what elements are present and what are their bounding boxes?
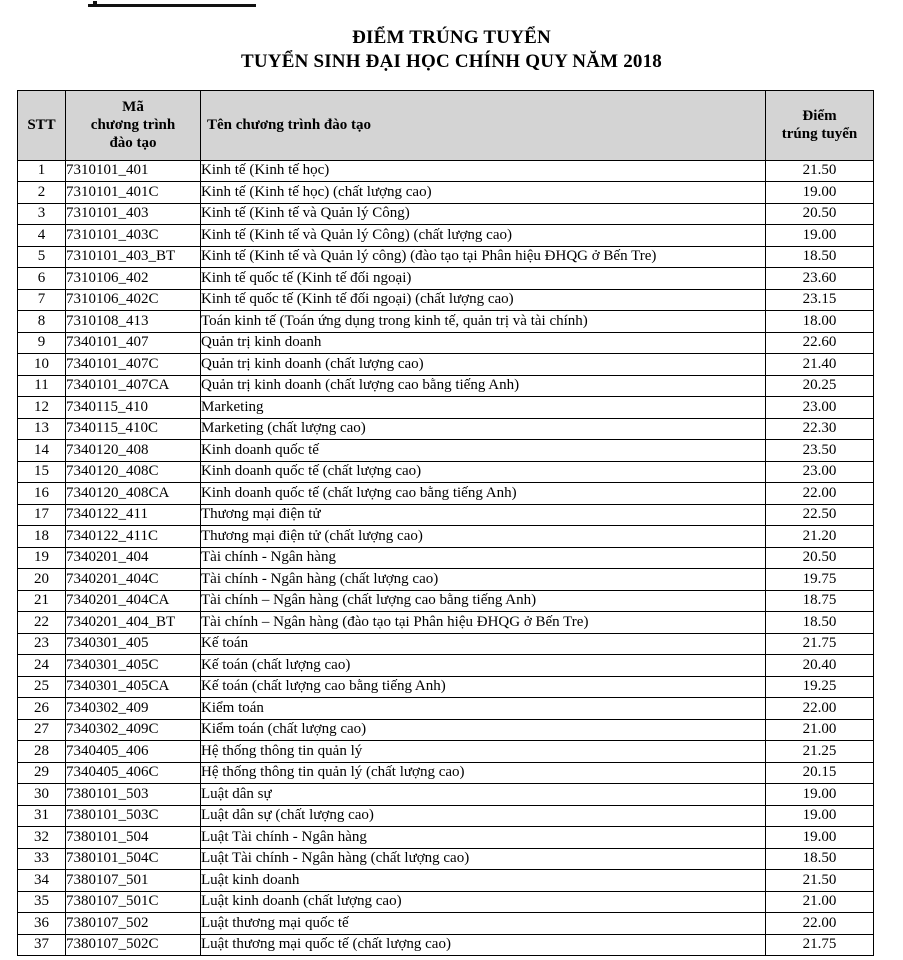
cell-program-code: 7310101_401C bbox=[66, 182, 201, 204]
cell-admission-score: 20.50 bbox=[766, 547, 874, 569]
table-row bbox=[18, 805, 874, 827]
cell-stt: 35 bbox=[18, 891, 66, 913]
cell-stt: 32 bbox=[18, 827, 66, 849]
cell-program-code: 7340115_410C bbox=[66, 418, 201, 440]
table-row bbox=[18, 160, 874, 182]
cell-program-code: 7340302_409 bbox=[66, 698, 201, 720]
cell-program-code: 7380107_502 bbox=[66, 913, 201, 935]
cell-stt: 23 bbox=[18, 633, 66, 655]
cell-program-name: Quản trị kinh doanh (chất lượng cao) bbox=[201, 354, 766, 376]
cell-admission-score: 19.00 bbox=[766, 827, 874, 849]
cell-program-name: Luật Tài chính - Ngân hàng (chất lượng cao) bbox=[201, 848, 766, 870]
table-row bbox=[18, 827, 874, 849]
cell-program-name: Quản trị kinh doanh bbox=[201, 332, 766, 354]
cell-stt: 14 bbox=[18, 440, 66, 462]
table-row bbox=[18, 354, 874, 376]
cell-program-code: 7340115_410 bbox=[66, 397, 201, 419]
table-row bbox=[18, 289, 874, 311]
cell-program-name: Kinh doanh quốc tế bbox=[201, 440, 766, 462]
cell-stt: 17 bbox=[18, 504, 66, 526]
table-row bbox=[18, 246, 874, 268]
cell-program-code: 7340201_404C bbox=[66, 569, 201, 591]
table-row bbox=[18, 483, 874, 505]
cell-stt: 26 bbox=[18, 698, 66, 720]
cell-stt: 4 bbox=[18, 225, 66, 247]
cell-admission-score: 21.40 bbox=[766, 354, 874, 376]
page-title-line-1: ĐIỂM TRÚNG TUYỂN bbox=[352, 27, 551, 48]
cell-program-name: Kiểm toán (chất lượng cao) bbox=[201, 719, 766, 741]
table-header bbox=[18, 90, 874, 160]
cell-program-name: Thương mại điện tử bbox=[201, 504, 766, 526]
cell-program-code: 7380101_503C bbox=[66, 805, 201, 827]
cell-admission-score: 18.50 bbox=[766, 246, 874, 268]
table-row bbox=[18, 848, 874, 870]
table-row bbox=[18, 440, 874, 462]
cell-stt: 31 bbox=[18, 805, 66, 827]
table-row bbox=[18, 934, 874, 956]
cell-stt: 34 bbox=[18, 870, 66, 892]
column-header-program-code-line-1: Mã bbox=[122, 98, 144, 115]
cell-stt: 5 bbox=[18, 246, 66, 268]
table-row bbox=[18, 203, 874, 225]
cell-program-code: 7340405_406C bbox=[66, 762, 201, 784]
cell-admission-score: 22.00 bbox=[766, 483, 874, 505]
table-row bbox=[18, 719, 874, 741]
cell-admission-score: 23.50 bbox=[766, 440, 874, 462]
cell-admission-score: 21.00 bbox=[766, 891, 874, 913]
table-row bbox=[18, 182, 874, 204]
table-row bbox=[18, 891, 874, 913]
table-row bbox=[18, 461, 874, 483]
cell-stt: 37 bbox=[18, 934, 66, 956]
cell-program-name: Kế toán bbox=[201, 633, 766, 655]
cell-stt: 27 bbox=[18, 719, 66, 741]
cell-program-code: 7380101_504 bbox=[66, 827, 201, 849]
cell-program-name: Kiểm toán bbox=[201, 698, 766, 720]
cell-stt: 22 bbox=[18, 612, 66, 634]
cell-admission-score: 21.50 bbox=[766, 160, 874, 182]
cell-program-name: Tài chính - Ngân hàng (chất lượng cao) bbox=[201, 569, 766, 591]
table-row bbox=[18, 569, 874, 591]
cell-program-name: Tài chính – Ngân hàng (chất lượng cao bằng tiếng Anh) bbox=[201, 590, 766, 612]
cell-program-code: 7310106_402C bbox=[66, 289, 201, 311]
cell-stt: 28 bbox=[18, 741, 66, 763]
table-row bbox=[18, 375, 874, 397]
cell-admission-score: 21.20 bbox=[766, 526, 874, 548]
table-row bbox=[18, 590, 874, 612]
table-row bbox=[18, 418, 874, 440]
cell-stt: 33 bbox=[18, 848, 66, 870]
cell-program-code: 7310101_401 bbox=[66, 160, 201, 182]
cell-program-code: 7340101_407CA bbox=[66, 375, 201, 397]
cell-stt: 19 bbox=[18, 547, 66, 569]
cell-admission-score: 20.40 bbox=[766, 655, 874, 677]
column-header-program-code-line-3: đào tạo bbox=[109, 135, 157, 152]
cell-program-name: Toán kinh tế (Toán ứng dụng trong kinh tế, quản trị và tài chính) bbox=[201, 311, 766, 333]
cell-program-name: Kinh tế (Kinh tế và Quản lý Công) (chất lượng cao) bbox=[201, 225, 766, 247]
column-header-program-name: Tên chương trình đào tạo bbox=[201, 90, 766, 160]
cell-admission-score: 18.00 bbox=[766, 311, 874, 333]
admission-scores-table-wrapper bbox=[0, 90, 903, 957]
column-header-program-code-line-2: chương trình bbox=[90, 116, 176, 133]
table-row bbox=[18, 698, 874, 720]
cell-admission-score: 19.00 bbox=[766, 805, 874, 827]
cell-stt: 11 bbox=[18, 375, 66, 397]
table-row bbox=[18, 676, 874, 698]
cell-program-code: 7380107_501C bbox=[66, 891, 201, 913]
cell-program-name: Kế toán (chất lượng cao bằng tiếng Anh) bbox=[201, 676, 766, 698]
cell-program-code: 7340101_407C bbox=[66, 354, 201, 376]
cell-stt: 13 bbox=[18, 418, 66, 440]
cell-admission-score: 19.25 bbox=[766, 676, 874, 698]
cell-program-code: 7340101_407 bbox=[66, 332, 201, 354]
table-row bbox=[18, 311, 874, 333]
cell-program-code: 7340405_406 bbox=[66, 741, 201, 763]
cell-admission-score: 19.00 bbox=[766, 225, 874, 247]
cell-stt: 7 bbox=[18, 289, 66, 311]
cell-stt: 16 bbox=[18, 483, 66, 505]
table-header-row bbox=[18, 90, 874, 160]
cell-admission-score: 18.75 bbox=[766, 590, 874, 612]
cell-program-code: 7380101_504C bbox=[66, 848, 201, 870]
table-row bbox=[18, 526, 874, 548]
cell-admission-score: 22.30 bbox=[766, 418, 874, 440]
table-row bbox=[18, 784, 874, 806]
cell-program-name: Tài chính - Ngân hàng bbox=[201, 547, 766, 569]
cell-program-name: Kinh tế (Kinh tế học) (chất lượng cao) bbox=[201, 182, 766, 204]
cell-stt: 12 bbox=[18, 397, 66, 419]
column-header-program-code bbox=[66, 90, 201, 160]
cell-admission-score: 21.50 bbox=[766, 870, 874, 892]
cell-admission-score: 18.50 bbox=[766, 612, 874, 634]
cell-stt: 6 bbox=[18, 268, 66, 290]
cell-program-code: 7310101_403 bbox=[66, 203, 201, 225]
cell-program-name: Kế toán (chất lượng cao) bbox=[201, 655, 766, 677]
column-header-admission-score bbox=[766, 90, 874, 160]
cell-stt: 1 bbox=[18, 160, 66, 182]
cell-program-name: Marketing bbox=[201, 397, 766, 419]
cell-stt: 29 bbox=[18, 762, 66, 784]
cell-program-code: 7310106_402 bbox=[66, 268, 201, 290]
cell-admission-score: 20.25 bbox=[766, 375, 874, 397]
cell-stt: 2 bbox=[18, 182, 66, 204]
cell-admission-score: 19.00 bbox=[766, 182, 874, 204]
column-header-stt: STT bbox=[18, 90, 66, 160]
cell-stt: 18 bbox=[18, 526, 66, 548]
column-header-admission-score-line-2: trúng tuyển bbox=[781, 126, 858, 143]
cell-admission-score: 22.50 bbox=[766, 504, 874, 526]
table-row bbox=[18, 633, 874, 655]
cell-admission-score: 22.00 bbox=[766, 698, 874, 720]
cell-admission-score: 22.60 bbox=[766, 332, 874, 354]
cell-program-name: Kinh tế (Kinh tế học) bbox=[201, 160, 766, 182]
cell-program-code: 7340120_408CA bbox=[66, 483, 201, 505]
table-row bbox=[18, 741, 874, 763]
cell-program-name: Quản trị kinh doanh (chất lượng cao bằng tiếng Anh) bbox=[201, 375, 766, 397]
cell-program-name: Luật kinh doanh bbox=[201, 870, 766, 892]
cell-program-name: Marketing (chất lượng cao) bbox=[201, 418, 766, 440]
cell-program-code: 7340122_411C bbox=[66, 526, 201, 548]
table-row bbox=[18, 762, 874, 784]
cell-program-name: Hệ thống thông tin quản lý bbox=[201, 741, 766, 763]
cell-program-name: Luật dân sự (chất lượng cao) bbox=[201, 805, 766, 827]
cell-admission-score: 21.25 bbox=[766, 741, 874, 763]
table-row bbox=[18, 268, 874, 290]
cell-program-code: 7340201_404CA bbox=[66, 590, 201, 612]
cell-program-code: 7340120_408 bbox=[66, 440, 201, 462]
cell-program-name: Luật Tài chính - Ngân hàng bbox=[201, 827, 766, 849]
cell-stt: 10 bbox=[18, 354, 66, 376]
cell-admission-score: 20.15 bbox=[766, 762, 874, 784]
cell-program-code: 7340120_408C bbox=[66, 461, 201, 483]
cell-program-name: Luật kinh doanh (chất lượng cao) bbox=[201, 891, 766, 913]
table-body bbox=[18, 160, 874, 956]
cell-program-name: Luật dân sự bbox=[201, 784, 766, 806]
cell-stt: 3 bbox=[18, 203, 66, 225]
cell-program-name: Kinh tế quốc tế (Kinh tế đối ngoại) (chất lượng cao) bbox=[201, 289, 766, 311]
cell-admission-score: 21.75 bbox=[766, 934, 874, 956]
cell-program-code: 7380101_503 bbox=[66, 784, 201, 806]
cell-admission-score: 22.00 bbox=[766, 913, 874, 935]
page-title-line-2: TUYỂN SINH ĐẠI HỌC CHÍNH QUY NĂM 2018 bbox=[240, 51, 663, 73]
cell-admission-score: 20.50 bbox=[766, 203, 874, 225]
cell-stt: 30 bbox=[18, 784, 66, 806]
cell-admission-score: 21.75 bbox=[766, 633, 874, 655]
cell-stt: 36 bbox=[18, 913, 66, 935]
cell-stt: 21 bbox=[18, 590, 66, 612]
cell-program-name: Hệ thống thông tin quản lý (chất lượng cao) bbox=[201, 762, 766, 784]
cell-program-name: Tài chính – Ngân hàng (đào tạo tại Phân hiệu ĐHQG ở Bến Tre) bbox=[201, 612, 766, 634]
table-row bbox=[18, 655, 874, 677]
cell-program-code: 7340302_409C bbox=[66, 719, 201, 741]
cell-stt: 20 bbox=[18, 569, 66, 591]
cell-stt: 8 bbox=[18, 311, 66, 333]
cell-program-code: 7380107_501 bbox=[66, 870, 201, 892]
cell-stt: 25 bbox=[18, 676, 66, 698]
cell-program-code: 7340301_405 bbox=[66, 633, 201, 655]
cell-program-code: 7340301_405C bbox=[66, 655, 201, 677]
table-row bbox=[18, 870, 874, 892]
cell-admission-score: 23.15 bbox=[766, 289, 874, 311]
cell-admission-score: 19.00 bbox=[766, 784, 874, 806]
cell-program-code: 7340201_404_BT bbox=[66, 612, 201, 634]
cell-program-name: Kinh tế quốc tế (Kinh tế đối ngoại) bbox=[201, 268, 766, 290]
cell-program-code: 7380107_502C bbox=[66, 934, 201, 956]
cell-stt: 24 bbox=[18, 655, 66, 677]
table-row bbox=[18, 913, 874, 935]
cell-program-name: Luật thương mại quốc tế bbox=[201, 913, 766, 935]
cell-program-code: 7310101_403_BT bbox=[66, 246, 201, 268]
cell-program-name: Thương mại điện tử (chất lượng cao) bbox=[201, 526, 766, 548]
admission-scores-table bbox=[17, 90, 874, 957]
cell-admission-score: 23.60 bbox=[766, 268, 874, 290]
cell-program-name: Kinh tế (Kinh tế và Quản lý công) (đào tạo tại Phân hiệu ĐHQG ở Bến Tre) bbox=[201, 246, 766, 268]
cell-program-code: 7340201_404 bbox=[66, 547, 201, 569]
cell-admission-score: 23.00 bbox=[766, 461, 874, 483]
cell-program-code: 7310101_403C bbox=[66, 225, 201, 247]
table-row bbox=[18, 397, 874, 419]
cell-program-name: Kinh doanh quốc tế (chất lượng cao bằng tiếng Anh) bbox=[201, 483, 766, 505]
cell-program-code: 7340301_405CA bbox=[66, 676, 201, 698]
cell-program-name: Luật thương mại quốc tế (chất lượng cao) bbox=[201, 934, 766, 956]
cell-admission-score: 18.50 bbox=[766, 848, 874, 870]
cell-stt: 15 bbox=[18, 461, 66, 483]
cell-stt: 9 bbox=[18, 332, 66, 354]
cell-program-code: 7310108_413 bbox=[66, 311, 201, 333]
table-row bbox=[18, 332, 874, 354]
cell-admission-score: 21.00 bbox=[766, 719, 874, 741]
table-row bbox=[18, 225, 874, 247]
page-title bbox=[0, 26, 903, 75]
cell-admission-score: 23.00 bbox=[766, 397, 874, 419]
cell-program-name: Kinh doanh quốc tế (chất lượng cao) bbox=[201, 461, 766, 483]
table-row bbox=[18, 504, 874, 526]
cell-program-code: 7340122_411 bbox=[66, 504, 201, 526]
column-header-admission-score-line-1: Điểm bbox=[802, 107, 837, 124]
cell-program-name: Kinh tế (Kinh tế và Quản lý Công) bbox=[201, 203, 766, 225]
table-row bbox=[18, 612, 874, 634]
cell-admission-score: 19.75 bbox=[766, 569, 874, 591]
table-row bbox=[18, 547, 874, 569]
